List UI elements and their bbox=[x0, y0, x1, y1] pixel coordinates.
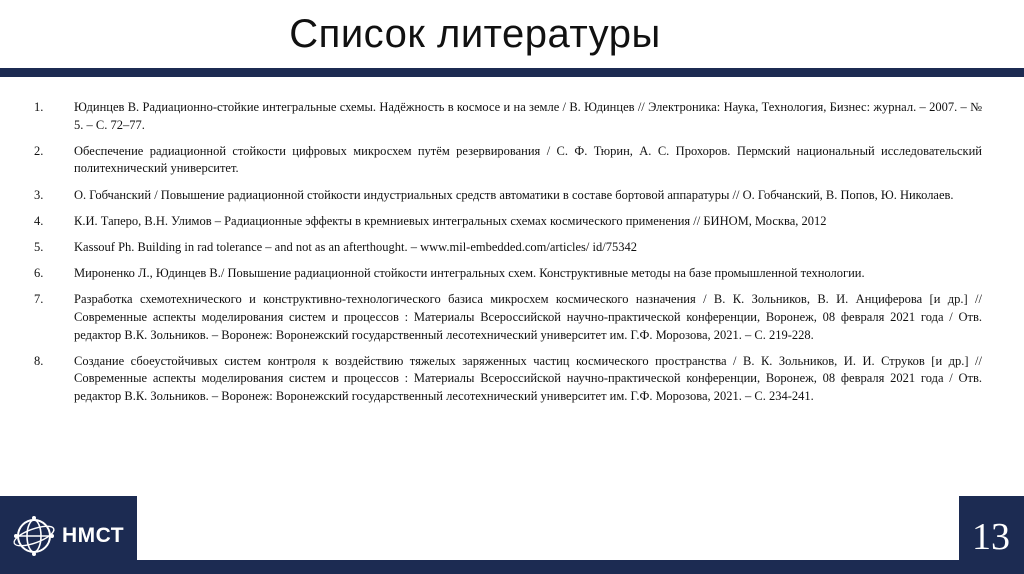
reference-number: 3. bbox=[34, 187, 44, 202]
reference-number: 2. bbox=[34, 143, 44, 158]
nmst-logo bbox=[12, 512, 136, 560]
reference-list bbox=[34, 99, 982, 414]
reference-item-2 bbox=[34, 143, 982, 178]
reference-number: 7. bbox=[34, 292, 44, 307]
reference-text: Юдинцев В. Радиационно-стойкие интегральные схемы. Надёжность в космосе и на земле / В. Юдинцев // Электроника: Наука, Технология, Бизнес: журнал. – 2007. – № 5. – С. 72–77. bbox=[74, 100, 982, 132]
reference-item-7 bbox=[34, 291, 982, 344]
reference-text: К.И. Таперо, В.Н. Улимов – Радиационные эффекты в кремниевых интегральных схемах космического применения // БИНОМ, Москва, 2012 bbox=[74, 213, 827, 228]
reference-item-8 bbox=[34, 353, 982, 406]
reference-number: 6. bbox=[34, 266, 44, 281]
reference-text: Мироненко Л., Юдинцев В./ Повышение радиационной стойкости интегральных схем. Конструктивные методы на базе промышленной технологии. bbox=[74, 266, 865, 281]
reference-text: Создание сбоеустойчивых систем контроля к воздействию тяжелых заряженных частиц космического пространства / В. К. Зольников, И. И. Струков [и др.] // Современные аспекты моделирования систем и процессов : Материалы Всероссийской научно-практической конференции, Воронеж, 08 февраля 2021 года / Отв. редактор В.К. Зольников. – Воронеж: Воронежский государственный лесотехнический университет им. Г.Ф. Морозова, 2021. – С. 234-241. bbox=[74, 353, 982, 403]
logo-text: НМСТ bbox=[62, 524, 125, 547]
globe-emblem-icon bbox=[12, 514, 56, 558]
slide-title: Список литературы bbox=[289, 12, 661, 56]
reference-number: 8. bbox=[34, 353, 44, 368]
reference-text: Разработка схемотехнического и конструктивно-технологического базиса микросхем космического назначения / В. К. Зольников, В. И. Анциферова [и др.] // Современные аспекты моделирования систем и процессов : Материалы Всероссийской научно-практической конференции, Воронеж, 08 февраля 2021 года / Отв. редактор В.К. Зольников. – Воронеж: Воронежский государственный лесотехнический университет им. Г.Ф. Морозова, 2021. – С. 219-228. bbox=[74, 292, 982, 342]
reference-text: Kassouf Ph. Building in rad tolerance – and not as an afterthought. – www.mil-embedded.com/articles/ id/75342 bbox=[74, 239, 637, 254]
reference-item-1 bbox=[34, 99, 982, 134]
title-underline-bar bbox=[0, 68, 1024, 77]
reference-number: 1. bbox=[34, 100, 44, 114]
reference-item-6 bbox=[34, 265, 982, 283]
reference-number: 4. bbox=[34, 213, 44, 228]
reference-item-5 bbox=[34, 239, 982, 257]
reference-text: Обеспечение радиационной стойкости цифровых микросхем путём резервирования / С. Ф. Тюрин, А. С. Прохоров. Пермский национальный исследовательский политехнический университет. bbox=[74, 143, 982, 176]
footer-white-panel bbox=[137, 496, 959, 560]
reference-text: О. Гобчанский / Повышение радиационной стойкости индустриальных средств автоматики в составе бортовой аппаратуры // О. Гобчанский, В. Попов, Ю. Николаев. bbox=[74, 187, 954, 202]
page-number: 13 bbox=[972, 516, 1010, 558]
reference-number: 5. bbox=[34, 239, 44, 254]
reference-item-3 bbox=[34, 187, 982, 205]
reference-item-4 bbox=[34, 213, 982, 231]
